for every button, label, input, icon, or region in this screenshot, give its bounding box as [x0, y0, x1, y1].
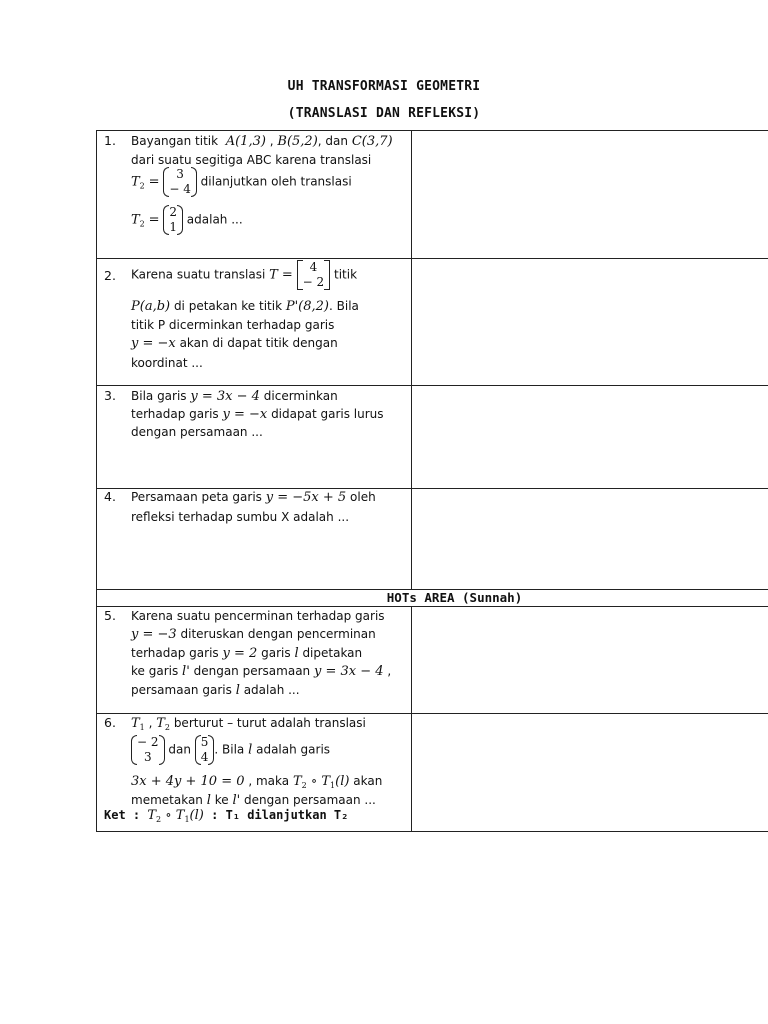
- hots-area-label: HOTs AREA (Sunnah): [386, 590, 523, 605]
- question-number: 2.: [104, 268, 116, 283]
- translation-label: T: [131, 212, 140, 228]
- question-number: 5.: [104, 608, 116, 623]
- line-l: l: [206, 793, 211, 808]
- question-text: [131, 735, 330, 765]
- compose-operator: ∘: [165, 808, 172, 823]
- text: di petakan ke titik: [173, 299, 283, 313]
- subscript: 2: [164, 723, 170, 732]
- translation-label: T: [147, 808, 157, 823]
- translation-label: T =: [269, 267, 293, 283]
- question-text: [131, 405, 384, 424]
- text: oleh: [350, 490, 376, 504]
- line-l-prime: l': [182, 664, 190, 679]
- vector-bottom: 4: [200, 750, 209, 764]
- text: ,: [387, 664, 392, 678]
- ket-text: T₁ dilanjutkan T₂: [225, 808, 349, 822]
- text: adalah garis: [256, 742, 331, 757]
- text: persamaan garis: [131, 683, 232, 697]
- line-l-prime: l': [232, 793, 241, 808]
- equation: y = 2: [222, 646, 258, 661]
- text: Bila garis: [131, 389, 187, 403]
- text: terhadap garis: [131, 646, 219, 660]
- equation: y = −3: [131, 627, 177, 642]
- vector-top: − 2: [137, 735, 159, 749]
- row-divider: [96, 258, 768, 259]
- question-text: [131, 625, 376, 644]
- text: garis: [261, 646, 291, 660]
- question-number: 6.: [104, 715, 116, 730]
- column-vector: [163, 205, 183, 235]
- line-l: l: [248, 742, 253, 758]
- text: , dan: [317, 134, 348, 148]
- column-divider: [411, 130, 412, 589]
- ket-label: Ket :: [104, 808, 141, 822]
- question-text: [131, 681, 300, 700]
- text: Karena suatu translasi: [131, 267, 266, 282]
- column-vector: [163, 167, 197, 197]
- question-text: Karena suatu pencerminan terhadap garis: [131, 609, 385, 623]
- row-divider: [96, 385, 768, 386]
- point-b: B(5,2): [277, 134, 318, 149]
- text: dan: [168, 742, 191, 757]
- column-vector: [297, 260, 331, 290]
- question-text: [131, 644, 362, 663]
- translation-label: T: [175, 808, 185, 823]
- argument: (l): [335, 774, 350, 789]
- subscript: 1: [330, 781, 336, 790]
- table-border-top: [96, 130, 768, 131]
- text: dengan persamaan ...: [244, 793, 376, 807]
- column-divider: [411, 606, 412, 831]
- question-text: [131, 297, 359, 316]
- table-border-bottom: [96, 831, 768, 832]
- question-text: [131, 488, 376, 507]
- question-text: titik P dicerminkan terhadap garis: [131, 318, 335, 332]
- text: akan di dapat titik dengan: [179, 336, 338, 350]
- page-title: UH TRANSFORMASI GEOMETRI: [287, 79, 481, 94]
- translation-label: T: [131, 174, 140, 190]
- vector-bottom: − 4: [169, 182, 191, 196]
- question-number: 1.: [104, 133, 116, 148]
- equation: y = 3x − 4: [190, 389, 260, 404]
- text: dipetakan: [302, 646, 363, 660]
- translation-label: T: [321, 774, 331, 789]
- point-p: P(a,b): [131, 299, 171, 314]
- question-text: Bayangan titik A(1,3) , B(5,2), dan C(3,7): [131, 134, 393, 149]
- table-border-left: [96, 130, 97, 831]
- point-a: A(1,3): [225, 134, 266, 149]
- question-text: [131, 334, 338, 353]
- line-l: l: [294, 646, 299, 661]
- question-text: refleksi terhadap sumbu X adalah ...: [131, 510, 350, 524]
- text: adalah ...: [186, 212, 243, 227]
- text: dengan persamaan: [193, 664, 311, 678]
- question-text: dengan persamaan ...: [131, 425, 263, 439]
- text: akan: [353, 774, 383, 788]
- equation: y = −5x + 5: [265, 490, 347, 505]
- vector-top: 4: [309, 260, 318, 274]
- translation-label: T: [292, 774, 302, 789]
- text: terhadap garis: [131, 407, 219, 421]
- question-text: koordinat ...: [131, 356, 203, 370]
- text: . Bila: [214, 742, 245, 757]
- translation-label: T: [131, 716, 140, 731]
- text: berturut – turut adalah translasi: [173, 716, 366, 730]
- text: Persamaan peta garis: [131, 490, 262, 504]
- subscript: 2: [301, 781, 307, 790]
- column-vector: [195, 735, 215, 765]
- question-number: 3.: [104, 388, 116, 403]
- text: dilanjutkan oleh translasi: [200, 174, 352, 189]
- equation: 3x + 4y + 10 = 0: [131, 774, 245, 789]
- text: ke garis: [131, 664, 179, 678]
- ket-colon: :: [211, 808, 219, 822]
- question-text: $T_1$ , $T_2$ berturut – turut adalah translasi: [131, 716, 366, 732]
- question-text: [131, 260, 357, 290]
- text: , maka: [248, 774, 290, 788]
- question-text: [131, 662, 391, 681]
- vector-top: 2: [169, 205, 177, 219]
- equation: y = −x: [222, 407, 268, 422]
- text: dicerminkan: [263, 389, 338, 403]
- vector-bottom: 3: [143, 750, 152, 764]
- point-p-prime: P'(8,2): [285, 299, 329, 314]
- column-vector: [131, 735, 165, 765]
- subscript: 2: [139, 219, 145, 229]
- vector-top: 3: [176, 167, 184, 181]
- question-text: [131, 387, 338, 406]
- translation-t2-second: $T_2$ = 2 1 adalah ...: [131, 205, 243, 234]
- composition: [147, 808, 204, 823]
- composition: [293, 774, 350, 789]
- equation: y = −x: [131, 336, 176, 351]
- translation-t2-first: $T_2$ = 3 − 4 dilanjutkan oleh translasi: [131, 167, 352, 196]
- text: adalah ...: [243, 683, 300, 697]
- text: titik: [334, 267, 358, 282]
- text: didapat garis lurus: [271, 407, 384, 421]
- text: diteruskan dengan pencerminan: [180, 627, 376, 641]
- vector-bottom: − 2: [302, 275, 325, 289]
- argument: (l): [189, 808, 204, 823]
- question-number: 4.: [104, 489, 116, 504]
- question-text: dari suatu segitiga ABC karena translasi: [131, 153, 372, 167]
- vector-bottom: 1: [169, 220, 177, 234]
- text: ke: [214, 793, 229, 807]
- line-l: l: [235, 683, 240, 698]
- page-subtitle: (TRANSLASI DAN REFLEKSI): [287, 106, 481, 121]
- text: memetakan: [131, 793, 203, 807]
- subscript: 1: [184, 815, 190, 824]
- text: . Bila: [329, 299, 359, 313]
- point-c: C(3,7): [351, 134, 393, 149]
- text: Bayangan titik: [131, 134, 219, 148]
- subscript: 1: [139, 723, 145, 732]
- equation: y = 3x − 4: [313, 664, 384, 679]
- compose-operator: ∘: [310, 774, 318, 789]
- subscript: 2: [139, 181, 145, 191]
- translation-label: T: [156, 716, 165, 731]
- subscript: 2: [156, 815, 162, 824]
- vector-top: 5: [200, 735, 209, 749]
- ket-note: [104, 808, 348, 824]
